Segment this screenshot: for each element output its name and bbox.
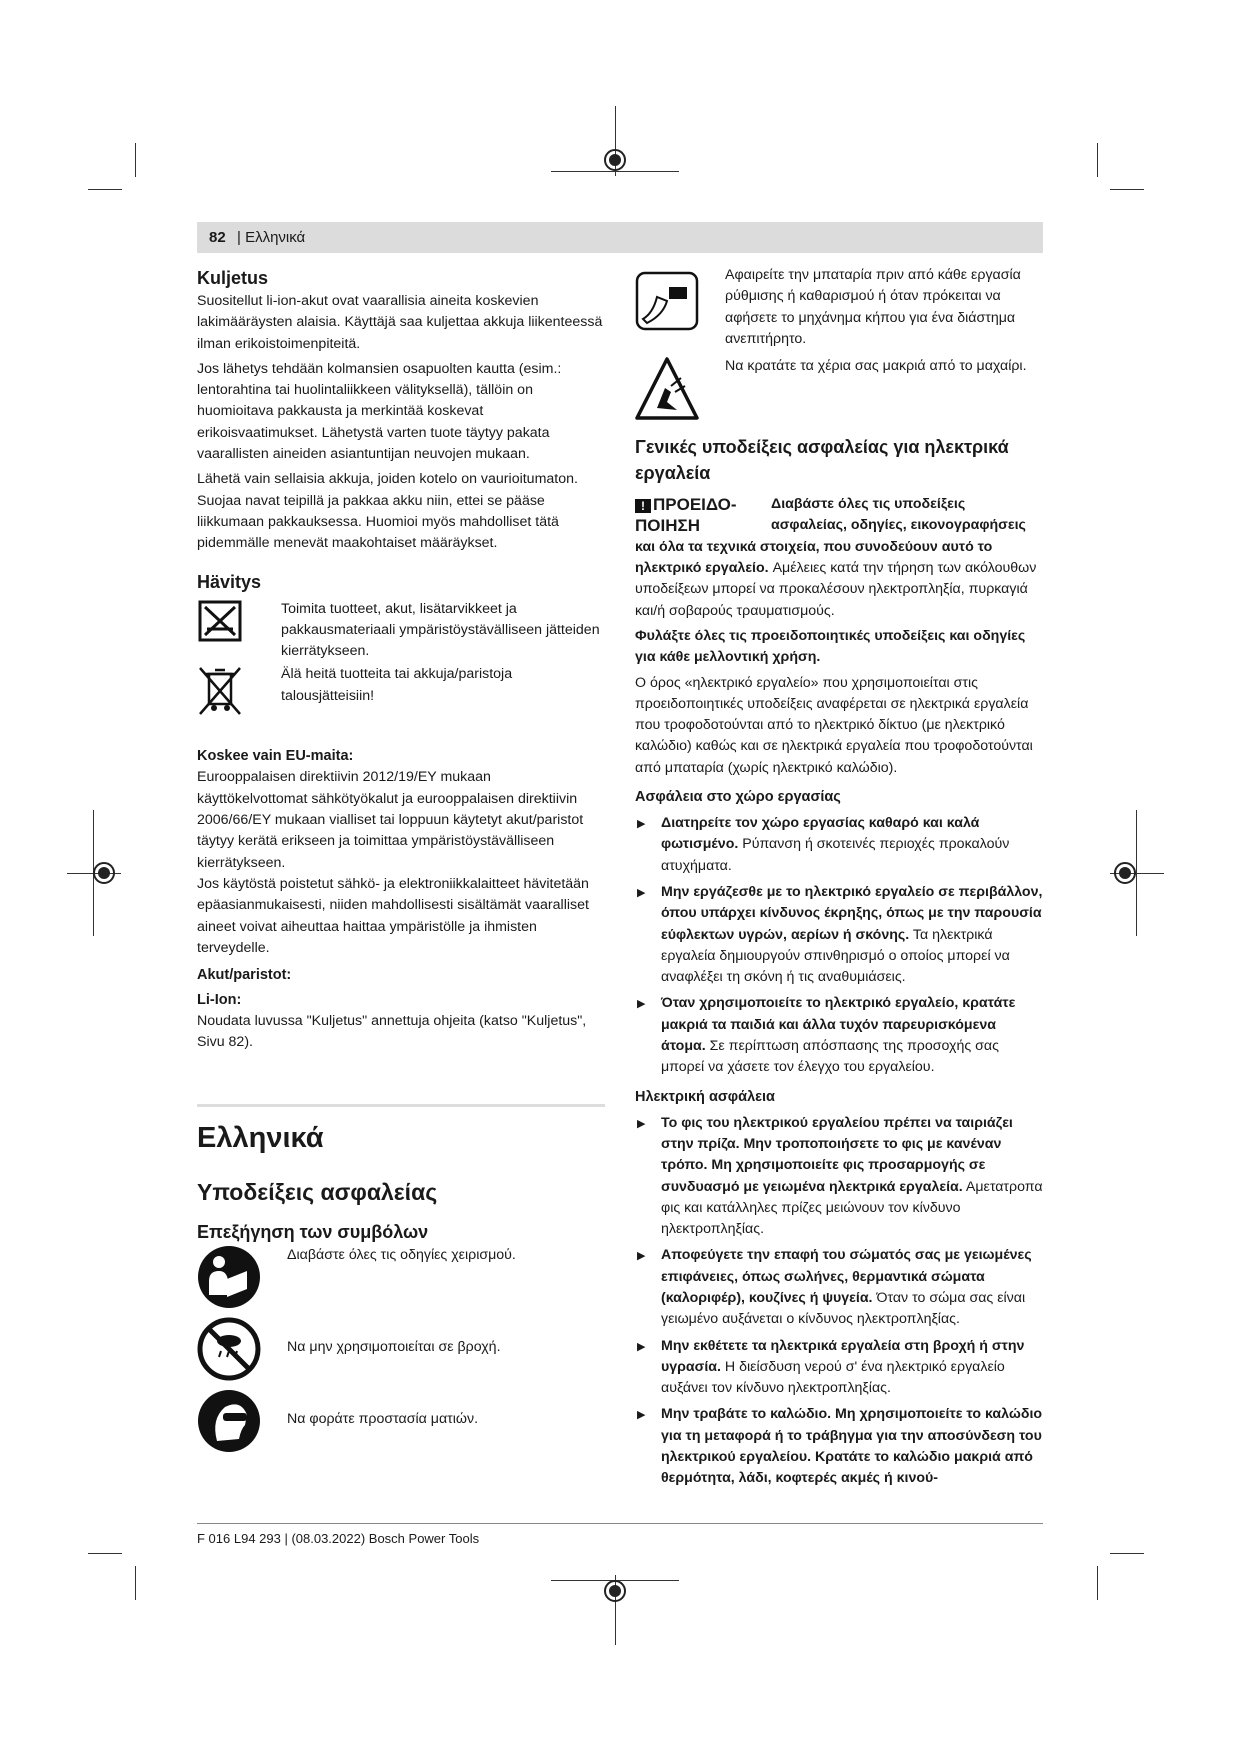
section-divider [197,1104,605,1107]
transport-p3: Lähetä vain sellaisia akkuja, joiden kotelo on vaurioitumaton. Suojaa navat teipillä ja pakkaa akku niin, ettei se pääse liikkumaan pakkauksessa. Huomioi myös mahdolliset tätä pidemmälle menevät maakohtaiset määräykset. [197,471,578,552]
crop-mark [1097,143,1098,177]
eye-protection-icon [197,1389,261,1453]
symbol-row-2 [197,1317,605,1381]
disposal-row-2 [197,664,605,718]
safety-title: Υποδείξεις ασφαλείας [197,1178,438,1205]
liion-title: Li-Ion: [197,992,242,1009]
electrical-title: Ηλεκτρική ασφάλεια [635,1088,775,1105]
remove-battery-icon [635,265,699,331]
keep-instructions: Φυλάξτε όλες τις προειδοποιητικές υποδείξεις και οδηγίες για κάθε μελλοντική χρήση. [635,627,1026,666]
crop-mark [135,143,136,177]
symbol-text-1: Διαβάστε όλες τις οδηγίες χειρισμού. [287,1246,516,1263]
crop-mark [551,171,679,172]
footer-rule [197,1523,1043,1524]
symbols-title: Επεξήγηση των συμβόλων [197,1221,429,1242]
crop-mark [1110,189,1144,190]
hand-blade-warning-icon [635,356,699,422]
disposal-text-1: Toimita tuotteet, akut, lisätarvikkeet ja pakkausmateriaali ympäristöystävälliseen jätteiden kierrätykseen. [281,600,600,660]
eu-p1: Eurooppalaisen direktiivin 2012/19/EY mukaan käyttökelvottomat sähkötyökalut ja eurooppalaisen direktiivin 2006/66/EY mukaan vialliset tai loppuun käytetyt akut/paristot täytyy kerätä erikseen ja toimittaa ympäristöystävälliseen kierrätykseen. [197,769,584,871]
disposal-text-2: Älä heitä tuotteita tai akkuja/paristoja talousjätteisiin! [281,666,513,704]
work-item-1: ▶ Διατηρείτε τον χώρο εργασίας καθαρό και καλά φωτισμένο. Ρύπανση ή σκοτεινές περιοχές προκαλούν ατυχήματα. [635,813,1043,877]
transport-p1: Suositellut li-ion-akut ovat vaarallisia aineita koskevien lakimääräysten alaisia. Käyttäjä saa kuljettaa akkuja liikenteessä ilman erikoistoimenpiteitä. [197,293,603,352]
left-column [197,265,605,1453]
crop-mark [1110,1553,1144,1554]
crossed-bin-icon [197,664,243,718]
warning-block [635,494,1043,622]
symbol-text-2: Να μην χρησιμοποιείται σε βροχή. [287,1338,501,1355]
eu-title: Koskee vain EU-maita: [197,748,354,765]
registration-mark [93,862,115,884]
disposal-title: Hävitys [197,571,262,592]
symbol-text-5: Να κρατάτε τα χέρια σας μακριά από το μαχαίρι. [725,358,1027,375]
crop-mark [135,1566,136,1600]
page-header [197,222,1043,253]
symbol-row-4 [635,265,1043,350]
crop-mark [1097,1566,1098,1600]
transport-p2: Jos lähetys tehdään kolmansien osapuolten kautta (esim.: lentorahtina tai huolintaliikkeen välityksellä), tällöin on huomioitava pakkausta ja merkintää koskevat erikoisvaatimukset. Lähetystä varten tuote täytyy pakata vaarallisten aineiden asiantuntijan neuvojen mukaan. [197,360,562,463]
recycling-box-icon [197,599,243,643]
registration-mark [1114,862,1136,884]
elec-item-3: ▶ Μην εκθέτετε τα ηλεκτρικά εργαλεία στη βροχή ή στην υγρασία. Η διείσδυση νερού σ' ένα ηλεκτρικό εργαλείο αυξάνει τον κίνδυνο ηλεκτροπληξίας. [635,1336,1043,1400]
work-area-title: Ασφάλεια στο χώρο εργασίας [635,789,841,806]
liion-text: Noudata luvussa "Kuljetus" annettuja ohjeita (katso "Kuljetus", Sivu 82). [197,1013,587,1051]
transport-title: Kuljetus [197,268,269,288]
symbol-row-1 [197,1245,605,1309]
read-manual-icon [197,1245,261,1309]
symbol-text-3: Να φοράτε προστασία ματιών. [287,1410,479,1427]
registration-mark [604,149,626,171]
elec-item-4: ▶ Μην τραβάτε το καλώδιο. Μη χρησιμοποιείτε το καλώδιο για τη μεταφορά ή το τράβηγμα για την αποσύνδεση του ηλεκτρικού εργαλείου. Κρατάτε το καλώδιο μακριά από θερμότητα, λάδι, κοφτερές ακμές ή κινού- [635,1404,1043,1489]
disposal-row-1 [197,599,605,663]
header-language: | Ελληνικά [237,229,306,246]
work-item-3: ▶ Όταν χρησιμοποιείτε το ηλεκτρικό εργαλείο, κρατάτε μακριά τα παιδιά και άλλα τυχόν παρευρισκόμενα άτομα. Σε περίπτωση απόσπασης της προσοχής σας μπορεί να χάσετε τον έλεγχο του εργαλείου. [635,993,1043,1078]
general-safety-title: Γενικές υποδείξεις ασφαλείας για ηλεκτρικά εργαλεία [635,437,1009,484]
batteries-title: Akut/paristot: [197,967,292,984]
crop-mark [88,1553,122,1554]
warning-triangle-icon: ! [635,499,651,513]
symbol-row-3 [197,1389,605,1453]
page-number: 82 [209,229,226,246]
symbol-row-5 [635,356,1043,422]
symbol-text-4: Αφαιρείτε την μπαταρία πριν από κάθε εργασία ρύθμισης ή καθαρισμού ή όταν πρόκειται να αφήσετε το μηχάνημα κήπου για ένα διάστημα ανεπιτήρητο. [725,267,1021,347]
eu-p2: Jos käytöstä poistetut sähkö- ja elektroniikkalaitteet hävitetään epäasianmukaisesti, niiden mahdollisesti sisältämät vaaralliset aineet voivat aiheuttaa haittaa ympäristölle ja ihmisten terveydelle. [197,875,589,956]
warning-label: ! ΠΡΟΕΙΔΟ-ΠΟΙΗΣΗ [635,495,737,536]
elec-item-2: ▶ Αποφεύγετε την επαφή του σώματός σας με γειωμένες επιφάνειες, όπως σωλήνες, θερμαντικά σώματα (καλοριφέρ), κουζίνες ή ψυγεία. Όταν το σώμα σας είναι γειωμένο αυξάνεται ο κίνδυνος ηλεκτροπληξίας. [635,1245,1043,1330]
work-item-2: ▶ Μην εργάζεσθε με το ηλεκτρικό εργαλείο σε περιβάλλον, όπου υπάρχει κίνδυνος έκρηξης, όπως με την παρουσία εύφλεκτων υγρών, αερίων ή σκόνης. Τα ηλεκτρικά εργαλεία δημιουργούν σπινθηρισμό ο οποίος μπορεί να αναφλέξει τη σκόνη ή τις αναθυμιάσεις. [635,882,1043,988]
page-footer: F 016 L94 293 | (08.03.2022) Bosch Power Tools [197,1531,480,1546]
term-definition: Ο όρος «ηλεκτρικό εργαλείο» που χρησιμοποιείται στις προειδοποιητικές υποδείξεις αναφέρεται σε ηλεκτρικά εργαλεία που τροφοδοτούνται από το ηλεκτρικό δίκτυο (με ηλεκτρικό καλώδιο) καθώς και σε ηλεκτρικά εργαλεία που τροφοδοτούνται από μπαταρία (χωρίς ηλεκτρικό καλώδιο). [635,674,1033,776]
warning-bold-text: Διαβάστε όλες τις υποδείξεις ασφαλείας, οδηγίες, εικονογραφήσεις και όλα τα τεχνικά στοιχεία, που συνοδεύουν αυτό το ηλεκτρικό εργαλείο. Αμέλειες κατά την τήρηση των ακόλουθων υποδείξεων μπορεί να προκαλέσουν ηλεκτροπληξία, πυρκαγιά και/ή σοβαρούς τραυματισμούς. [635,496,1037,619]
registration-mark [604,1580,626,1602]
greek-section-title: Ελληνικά [197,1121,324,1154]
no-rain-icon [197,1317,261,1381]
crop-mark [88,189,122,190]
right-column [635,265,1043,1490]
elec-item-1: ▶ Το φις του ηλεκτρικού εργαλείου πρέπει να ταιριάζει στην πρίζα. Μην τροποποιήσετε το φις με κανέναν τρόπο. Μη χρησιμοποιείτε φις προσαρμογής σε συνδυασμό με γειωμένα ηλεκτρικά εργαλεία. Αμετατροπα φις και κατάλληλες πρίζες μειώνουν τον κίνδυνο ηλεκτροπληξίας. [635,1113,1043,1241]
